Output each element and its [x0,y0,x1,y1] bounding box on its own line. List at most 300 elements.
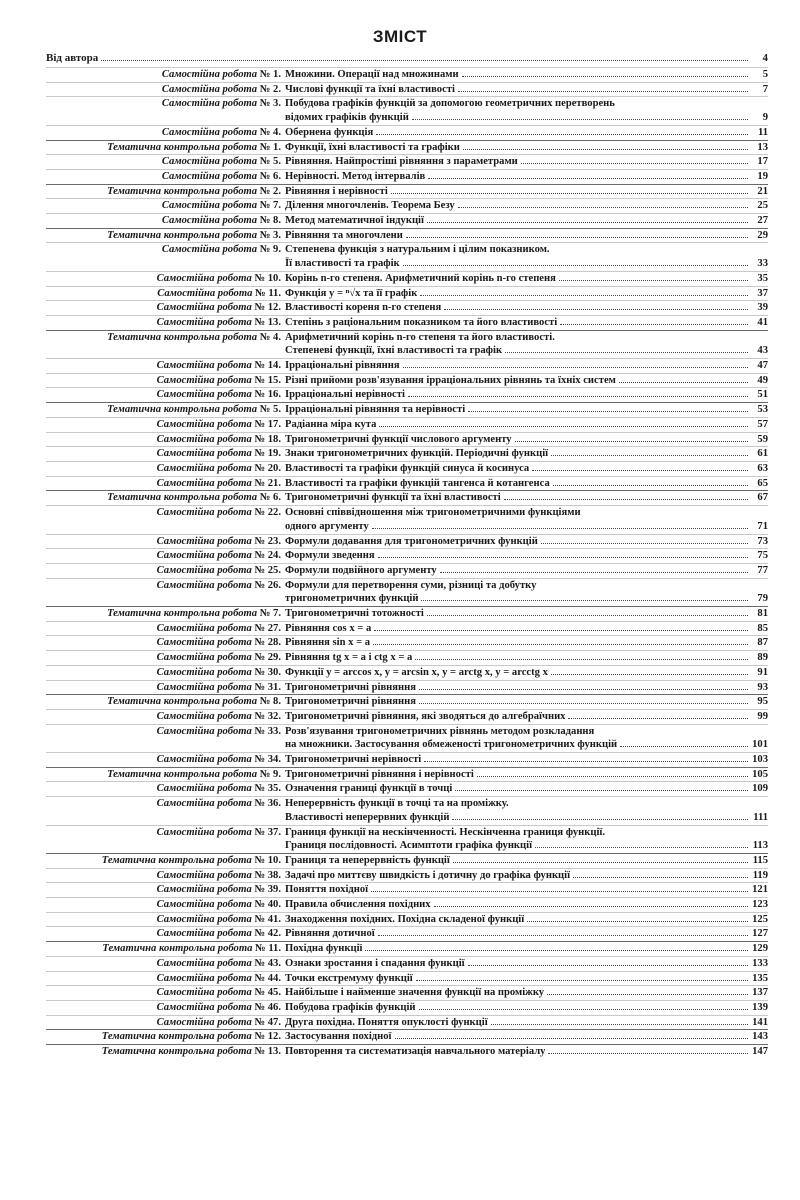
entry-title-last-line [285,462,768,476]
entry-label [46,666,285,680]
entry-title [285,725,768,752]
toc-entry-work[interactable] [46,882,768,897]
entry-number: № 31. [254,681,281,693]
toc-entry-work[interactable] [46,752,768,767]
entry-title-last-line [285,287,768,301]
dot-leader [532,470,748,471]
entry-type: Самостійна робота [156,928,252,940]
entry-title [285,506,768,533]
entry-title-last-line [285,666,768,680]
dot-leader [551,674,748,675]
page-number: 77 [757,564,768,576]
page-number: 61 [757,448,768,460]
toc-entry-work[interactable] [46,213,768,228]
entry-number: № 34. [254,754,281,766]
toc-entry-test[interactable] [46,767,768,782]
toc-entry-work[interactable] [46,985,768,1000]
entry-title [285,651,768,665]
dot-leader [379,426,748,427]
entry-title [285,782,768,796]
entry-title [285,477,768,491]
dot-leader [373,644,748,645]
entry-title-last-line [285,957,768,971]
toc-entry-work[interactable] [46,563,768,578]
entry-title-line: на множники. Застосування обмеженості тригонометричних функцій [285,739,618,751]
toc-entry-test[interactable] [46,941,768,956]
entry-title-line: Рівняння cos x = a [285,622,372,634]
entry-number: № 39. [254,884,281,896]
entry-title-line: Границя та неперервність функції [285,854,450,866]
entry-type: Тематична контрольна робота [107,768,258,780]
entry-title [285,927,768,941]
page-number: 43 [757,345,768,357]
entry-number: № 10. [254,272,281,284]
page-number: 35 [757,272,768,284]
entry-number: № 40. [254,899,281,911]
dot-leader [416,980,748,981]
entry-title-last-line [285,316,768,330]
dot-leader [420,295,748,296]
entry-title-line: Формули подвійного аргументу [285,564,437,576]
entry-label [46,913,285,927]
dot-leader [372,528,748,529]
entry-title [285,388,768,402]
entry-label [46,491,285,505]
entry-label [46,564,285,578]
toc-entry-work[interactable] [46,96,768,124]
entry-title-last-line [285,898,768,912]
page-title: ЗМІСТ [372,27,428,46]
entry-title-line: Знаки тригонометричних функцій. Періодичні функції [285,448,549,460]
entry-title-line: Обернена функція [285,126,374,138]
entry-title-last-line [285,272,768,286]
entry-label [46,768,285,782]
dot-leader [477,776,748,777]
entry-type: Самостійна робота [156,681,252,693]
entry-title-line: Друга похідна. Поняття опуклості функції [285,1016,488,1028]
entry-number: № 3. [259,229,281,241]
entry-type: Самостійна робота [161,126,258,138]
entry-title-last-line [285,913,768,927]
page-number: 103 [752,754,768,766]
page-number: 33 [757,258,768,270]
dot-leader [463,149,748,150]
entry-type: Самостійна робота [156,783,252,795]
entry-number: № 41. [254,913,281,925]
toc-entry-work[interactable] [46,286,768,301]
entry-label [46,506,285,520]
entry-number: № 28. [254,637,281,649]
dot-leader [620,746,748,747]
entry-label [46,68,285,82]
toc-entry-test[interactable] [46,140,768,155]
entry-number: № 32. [254,710,281,722]
entry-title [285,185,768,199]
page-number: 53 [757,404,768,416]
entry-title-line: Рівняння sin x = a [285,637,371,649]
toc-entry-work[interactable] [46,709,768,724]
entry-label [46,651,285,665]
entry-title-line: Границя функції на нескінченності. Нескінченна границя функції. [285,826,605,838]
entry-title [285,622,768,636]
entry-type: Самостійна робота [156,302,252,314]
toc-entry-work[interactable] [46,926,768,941]
entry-number: № 12. [254,1031,281,1043]
entry-title-line: Степеневі функції, їхні властивості та графік [285,345,503,357]
entry-title [285,710,768,724]
entry-label [46,883,285,897]
entry-title-line: Тригонометричні рівняння [285,681,416,693]
toc-entry-work[interactable] [46,781,768,796]
entry-number: № 2. [259,185,281,197]
entry-label [46,535,285,549]
entry-number: № 4. [259,126,281,138]
toc-entry-work[interactable] [46,417,768,432]
entry-label [46,579,285,593]
entry-title-last-line [285,301,768,315]
toc-entry-work[interactable] [46,796,768,824]
entry-title-line: Розв'язування тригонометричних рівнянь методом розкладання [285,725,595,737]
entry-type: Самостійна робота [161,215,258,227]
entry-number: № 19. [254,448,281,460]
dot-leader [419,703,748,704]
entry-title-line: Функції y = arccos x, y = arcsin x, y = arctg x, y = arcctg x [285,666,548,678]
page-number: 17 [757,156,768,168]
entry-number: № 36. [254,798,281,810]
entry-title-last-line [285,403,768,417]
toc-entry-work[interactable] [46,300,768,315]
toc-entry-work[interactable] [46,242,768,270]
entry-number: № 16. [254,389,281,401]
toc-entry-work[interactable] [46,956,768,971]
toc-entry-work[interactable] [46,650,768,665]
toc-entry-work[interactable] [46,271,768,286]
entry-label [46,854,285,868]
entry-title [285,359,768,373]
entry-title-last-line [285,883,768,897]
entry-number: № 2. [259,83,281,95]
page-number: 109 [752,783,768,795]
entry-title [285,986,768,1000]
entry-title-line: Ірраціональні рівняння та нерівності [285,404,466,416]
entry-title [285,491,768,505]
entry-title [285,1016,768,1030]
entry-title-last-line [285,927,768,941]
toc-entry-work[interactable] [46,82,768,97]
entry-label [46,753,285,767]
entry-number: № 6. [259,170,281,182]
toc-entry-test[interactable] [46,853,768,868]
entry-title [285,433,768,447]
page-number: 41 [757,316,768,328]
toc-entry-test[interactable] [46,330,768,358]
page-number: 99 [757,710,768,722]
entry-type: Самостійна робота [156,798,252,810]
entry-label [46,316,285,330]
entry-type: Самостійна робота [156,884,252,896]
toc-entry-work[interactable] [46,373,768,388]
entry-title-line: одного аргументу [285,520,369,532]
entry-type: Самостійна робота [156,957,252,969]
entry-type: Тематична контрольна робота [107,608,258,620]
entry-title-line: Найбільше і найменше значення функції на проміжку [285,987,545,999]
entry-type: Самостійна робота [156,637,252,649]
toc-entry-work[interactable] [46,67,768,82]
entry-type: Тематична контрольна робота [107,229,258,241]
entry-number: № 4. [259,331,281,343]
toc-entry-work[interactable] [46,476,768,491]
toc-entry-work[interactable] [46,635,768,650]
page-number: 59 [757,433,768,445]
entry-title [285,607,768,621]
entry-title [285,681,768,695]
page-number: 95 [757,696,768,708]
entry-label [46,97,285,111]
entry-title [285,97,768,124]
dot-leader [560,324,748,325]
toc-entry-work[interactable] [46,825,768,853]
entry-label [46,1001,285,1015]
entry-label [46,797,285,811]
entry-number: № 46. [254,1002,281,1013]
entry-title [285,898,768,912]
table-of-contents [46,67,768,1059]
entry-type: Самостійна робота [161,69,258,80]
entry-type: Тематична контрольна робота [101,854,252,866]
entry-type: Самостійна робота [156,972,252,984]
entry-title-last-line [285,1045,768,1059]
toc-entry-work[interactable] [46,387,768,402]
entry-title-last-line [285,155,768,169]
toc-entry-work[interactable] [46,665,768,680]
toc-entry-test[interactable] [46,402,768,417]
toc-entry-test[interactable] [46,184,768,199]
toc-entry-work[interactable] [46,432,768,447]
entry-title-last-line [285,257,768,271]
entry-label [46,83,285,97]
entry-title-line: Застосування похідної [285,1031,392,1043]
entry-title [285,942,768,956]
entry-title-line: Тригонометричні рівняння, які зводяться до алгебраїчних [285,710,566,722]
entry-title-last-line [285,214,768,228]
entry-title [285,126,768,140]
toc-entry-test[interactable] [46,694,768,709]
entry-title-line: тригонометричних функцій [285,593,419,605]
toc-entry-work[interactable] [46,912,768,927]
page-number: 71 [757,520,768,532]
toc-entry-work[interactable] [46,621,768,636]
entry-title [285,462,768,476]
entry-label [46,433,285,447]
toc-entry-work[interactable] [46,154,768,169]
entry-title-line: Основні співвідношення між тригонометричними функціями [285,507,581,519]
entry-label [46,549,285,563]
entry-type: Самостійна робота [156,477,252,489]
page-number: 147 [752,1046,768,1058]
entry-title [285,797,768,824]
entry-title-line: Точки екстремуму функції [285,972,413,984]
toc-entry-work[interactable] [46,548,768,563]
entry-label [46,462,285,476]
entry-number: № 44. [254,972,281,984]
toc-entry-test[interactable] [46,490,768,505]
toc-entry-work[interactable] [46,446,768,461]
toc-entry-work[interactable] [46,680,768,695]
toc-entry-work[interactable] [46,1015,768,1030]
toc-entry-work[interactable] [46,868,768,883]
toc-entry-work[interactable] [46,724,768,752]
dot-leader [452,819,748,820]
page-number: 37 [757,287,768,299]
entry-title-line: Корінь n-го степеня. Арифметичний корінь n-го степеня [285,272,556,284]
entry-type: Самостійна робота [156,448,252,460]
entry-title-last-line [285,986,768,1000]
entry-number: № 3. [259,98,281,110]
entry-title-last-line [285,738,768,752]
page-number: 9 [762,112,768,124]
toc-entry-author[interactable] [46,52,768,68]
page-number: 127 [752,928,768,940]
entry-title-line: Тригонометричні рівняння і нерівності [285,768,474,780]
entry-title-last-line [285,592,768,606]
entry-title-last-line [285,520,768,534]
dot-leader [419,1009,748,1010]
entry-label [46,418,285,432]
page-number: 135 [752,972,768,984]
entry-title-last-line [285,681,768,695]
dot-leader [419,689,748,690]
entry-number: № 22. [254,507,281,519]
dot-leader [568,718,748,719]
entry-number: № 10. [254,854,281,866]
entry-number: № 18. [254,433,281,445]
entry-type: Самостійна робота [161,98,258,110]
entry-title [285,826,768,853]
dot-leader [412,119,748,120]
entry-title-last-line [285,185,768,199]
entry-label [46,301,285,315]
dot-leader [428,178,748,179]
dot-leader [415,659,748,660]
toc-entry-work[interactable] [46,897,768,912]
entry-number: № 15. [254,374,281,386]
toc-entry-work[interactable] [46,358,768,373]
entry-label [46,725,285,739]
entry-title [285,214,768,228]
entry-label [46,359,285,373]
entry-title-line: Тригонометричні нерівності [285,754,422,766]
toc-entry-work[interactable] [46,578,768,606]
entry-label [46,185,285,199]
entry-title-line: Рівняння tg x = a і ctg x = a [285,652,413,664]
entry-label [46,782,285,796]
entry-label [46,126,285,140]
entry-title-last-line [285,535,768,549]
entry-number: № 26. [254,579,281,591]
dot-leader [424,761,748,762]
toc-entry-test[interactable] [46,1029,768,1044]
entry-type: Самостійна робота [156,652,252,664]
entry-title [285,1030,768,1044]
entry-label [46,1030,285,1044]
page-number: 101 [752,739,768,751]
entry-title-line: Ірраціональні рівняння [285,360,400,372]
entry-type: Самостійна робота [156,389,252,401]
page-number: 57 [757,418,768,430]
entry-title-last-line [285,869,768,883]
entry-title-line: Множини. Операції над множинами [285,69,459,80]
entry-title-last-line [285,83,768,97]
entry-label [46,957,285,971]
entry-title-last-line [285,549,768,563]
entry-title [285,972,768,986]
dot-leader [521,163,748,164]
toc-entry-work[interactable] [46,169,768,184]
entry-number: № 23. [254,535,281,547]
entry-type: Самостійна робота [156,754,252,766]
page-number: 5 [762,69,768,80]
entry-number: № 29. [254,652,281,664]
toc-entry-work[interactable] [46,198,768,213]
toc-entry-work[interactable] [46,315,768,330]
toc-entry-test[interactable] [46,1044,768,1059]
entry-title-line: Ознаки зростання і спадання функції [285,957,465,969]
entry-type: Самостійна робота [161,170,258,182]
entry-title-last-line [285,942,768,956]
entry-title-last-line [285,126,768,140]
dot-leader [378,935,748,936]
entry-title-last-line [285,344,768,358]
dot-leader [427,615,748,616]
toc-entry-work[interactable] [46,1000,768,1015]
dot-leader [462,76,748,77]
entry-title-line: Побудова графіків функцій за допомогою геометричних перетворень [285,98,615,110]
toc-entry-test[interactable] [46,228,768,243]
toc-entry-work[interactable] [46,971,768,986]
entry-number: № 37. [254,826,281,838]
toc-entry-work[interactable] [46,534,768,549]
entry-title-line: Тригонометричні тотожності [285,608,424,620]
entry-type: Тематична контрольна робота [107,141,258,153]
toc-entry-work[interactable] [46,505,768,533]
entry-title [285,141,768,155]
entry-title-last-line [285,477,768,491]
entry-type: Тематична контрольна робота [107,331,258,343]
entry-label [46,388,285,402]
toc-entry-test[interactable] [46,606,768,621]
entry-label [46,607,285,621]
entry-title [285,155,768,169]
toc-entry-work[interactable] [46,125,768,140]
entry-type: Тематична контрольна робота [102,943,253,955]
entry-title-line: Різні прийоми розв'язування ірраціональних рівнянь та їхніх систем [285,374,616,386]
entry-type: Самостійна робота [156,433,252,445]
entry-type: Самостійна робота [156,360,252,372]
entry-number: № 1. [259,141,281,153]
toc-entry-work[interactable] [46,461,768,476]
entry-title [285,316,768,330]
dot-leader [371,891,748,892]
page-number: 129 [752,943,768,955]
dot-leader [406,237,748,238]
entry-number: № 25. [254,564,281,576]
dot-leader [535,847,748,848]
dot-leader [444,309,748,310]
entry-label [46,695,285,709]
entry-number: № 9. [259,244,281,256]
entry-number: № 17. [254,418,281,430]
entry-type: Самостійна робота [156,725,252,737]
